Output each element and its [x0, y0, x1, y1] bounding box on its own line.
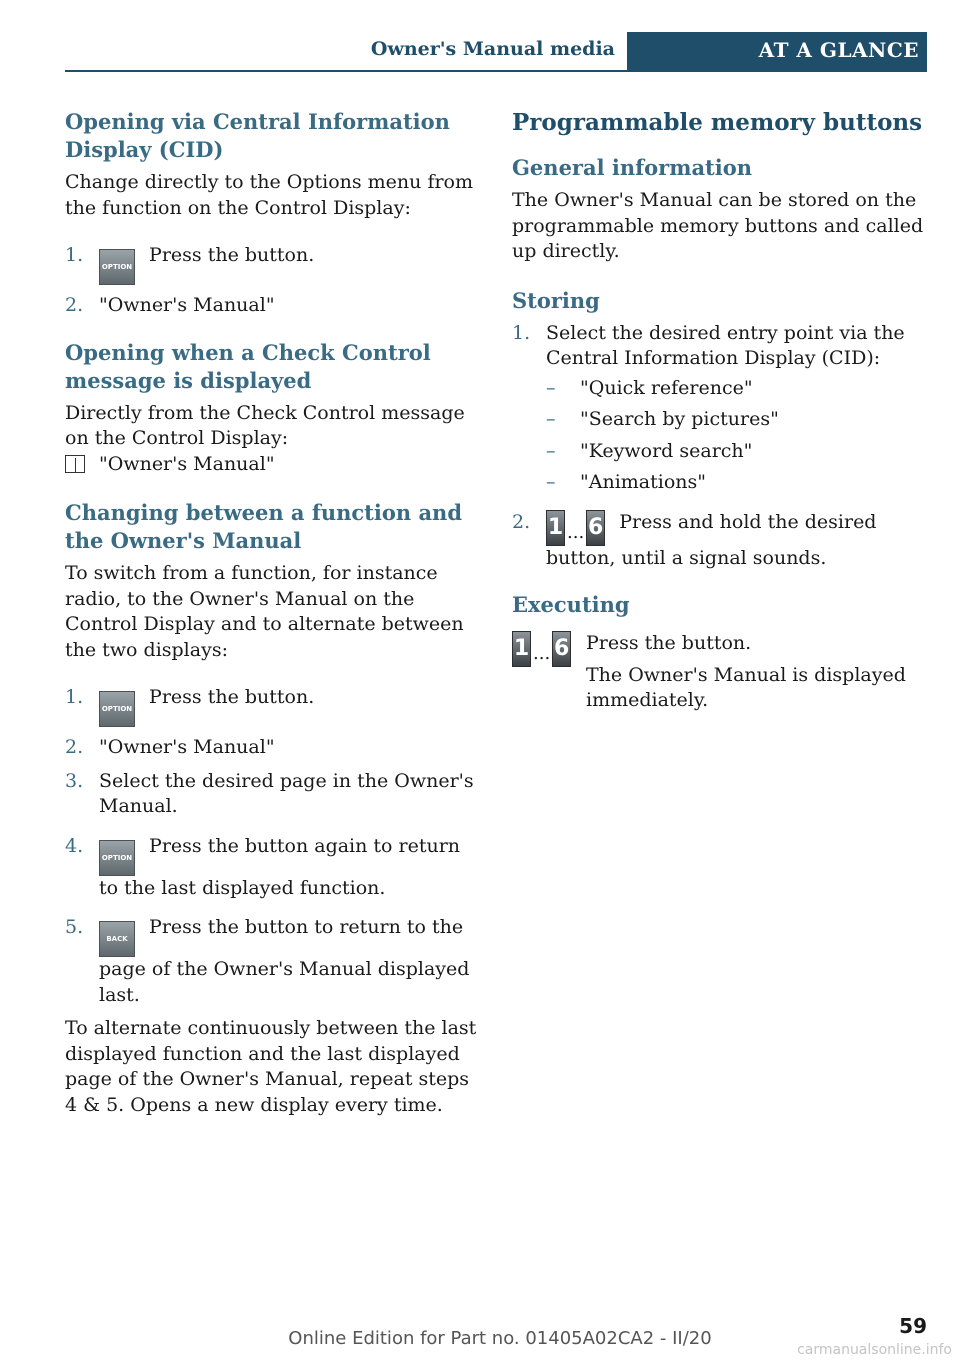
header-chapter-tab: AT A GLANCE	[627, 32, 927, 70]
section-title-opening-via-cid: Opening via Central Information Display (CID)	[65, 109, 450, 162]
check-control-menu-line	[65, 452, 483, 478]
memory-key-1-icon: 1	[512, 631, 531, 667]
step-number: 5.	[65, 916, 84, 938]
watermark: carmanualsonline.info	[797, 1342, 952, 1358]
step-text: Press the button.	[149, 686, 315, 708]
step-text: Press the button again to return to the last displayed function.	[99, 834, 461, 899]
step-text: Select the desired entry point via the Central Information Display (CID):	[546, 321, 905, 369]
memory-keys	[512, 631, 571, 667]
subsection-title-general: General information	[512, 155, 753, 180]
option-text: "Search by pictures"	[580, 408, 779, 430]
executing-text-press: Press the button.	[586, 632, 752, 654]
step-text: Select the desired page in the Owner's Manual.	[99, 769, 474, 817]
dash-marker: –	[546, 439, 556, 462]
list-item	[546, 376, 930, 402]
step-text: "Owner's Manual"	[99, 736, 275, 758]
section-title-programmable-memory: Programmable memory buttons	[512, 109, 923, 136]
footer-edition: Online Edition for Part no. 01405A02CA2 - II/20	[288, 1328, 712, 1349]
steps-changing	[65, 685, 483, 1008]
step-item	[512, 510, 930, 572]
general-information-text: The Owner's Manual can be stored on the programmable memory buttons and called up directly.	[512, 189, 924, 262]
list-item	[546, 439, 930, 465]
step-item	[65, 293, 483, 319]
section-text-opening-via-cid: Change directly to the Options menu from the function on the Control Display:	[65, 171, 474, 219]
section-text-changing: To switch from a function, for instance radio, to the Owner's Manual on the Control Display and to alternate between the two displays:	[65, 562, 464, 661]
step-number: 2.	[512, 510, 531, 533]
step-text: "Owner's Manual"	[99, 294, 275, 316]
step-number: 3.	[65, 769, 84, 792]
step-item	[65, 915, 483, 1008]
executing-text-result: The Owner's Manual is displayed immediately.	[586, 663, 906, 711]
header-section-title: Owner's Manual media	[370, 38, 615, 60]
dash-marker: –	[546, 408, 556, 430]
right-column	[512, 108, 930, 714]
subsection-title-executing: Executing	[512, 592, 630, 617]
entry-point-options	[546, 376, 930, 496]
step-number: 1.	[65, 686, 84, 708]
ellipsis: ...	[533, 643, 551, 664]
subsection-title-storing: Storing	[512, 287, 600, 313]
option-button-icon: OPTION	[99, 691, 135, 727]
menu-item-owners-manual: "Owner's Manual"	[99, 452, 275, 475]
option-text: "Keyword search"	[580, 439, 753, 462]
option-button-icon: OPTION	[99, 249, 135, 285]
option-button-icon: OPTION	[99, 840, 135, 876]
header-rule	[65, 70, 927, 72]
section-title-changing: Changing between a function and the Owner's Manual	[65, 500, 463, 553]
executing-block	[512, 631, 930, 714]
closing-paragraph: To alternate continuously between the last displayed function and the last displayed page of the Owner's Manual, repeat steps 4 & 5. Opens a new display every time.	[65, 1017, 477, 1116]
list-item	[546, 407, 930, 433]
section-title-check-control: Opening when a Check Control message is displayed	[65, 339, 431, 393]
steps-storing	[512, 321, 930, 572]
step-number: 1.	[65, 244, 84, 266]
step-number: 4.	[65, 834, 84, 857]
step-text: Press the button.	[149, 244, 315, 266]
step-item	[65, 243, 483, 285]
option-text: "Animations"	[580, 471, 706, 493]
left-column	[65, 108, 483, 1118]
back-button-icon: BACK	[99, 921, 135, 957]
step-item	[65, 735, 483, 761]
step-item	[65, 685, 483, 727]
step-item	[65, 834, 483, 902]
ellipsis: ...	[567, 521, 585, 543]
step-item	[512, 321, 930, 496]
memory-key-6-icon: 6	[552, 631, 571, 667]
step-item	[65, 769, 483, 820]
list-item	[546, 470, 930, 496]
memory-key-1-icon: 1	[546, 510, 565, 546]
step-text: Press the button to return to the page of the Owner's Manual displayed last.	[99, 916, 470, 1006]
step-number: 2.	[65, 294, 84, 316]
step-number: 2.	[65, 736, 84, 758]
owners-manual-book-icon	[65, 455, 85, 473]
page-header	[65, 32, 927, 72]
step-number: 1.	[512, 321, 531, 344]
dash-marker: –	[546, 376, 556, 399]
memory-key-6-icon: 6	[586, 510, 605, 546]
option-text: "Quick reference"	[580, 376, 753, 399]
dash-marker: –	[546, 471, 556, 493]
page-number: 59	[899, 1314, 927, 1338]
step-text: Press and hold the desired button, until a signal sounds.	[546, 510, 877, 569]
section-text-check-control: Directly from the Check Control message on the Control Display:	[65, 401, 465, 449]
steps-opening-via-cid	[65, 243, 483, 319]
